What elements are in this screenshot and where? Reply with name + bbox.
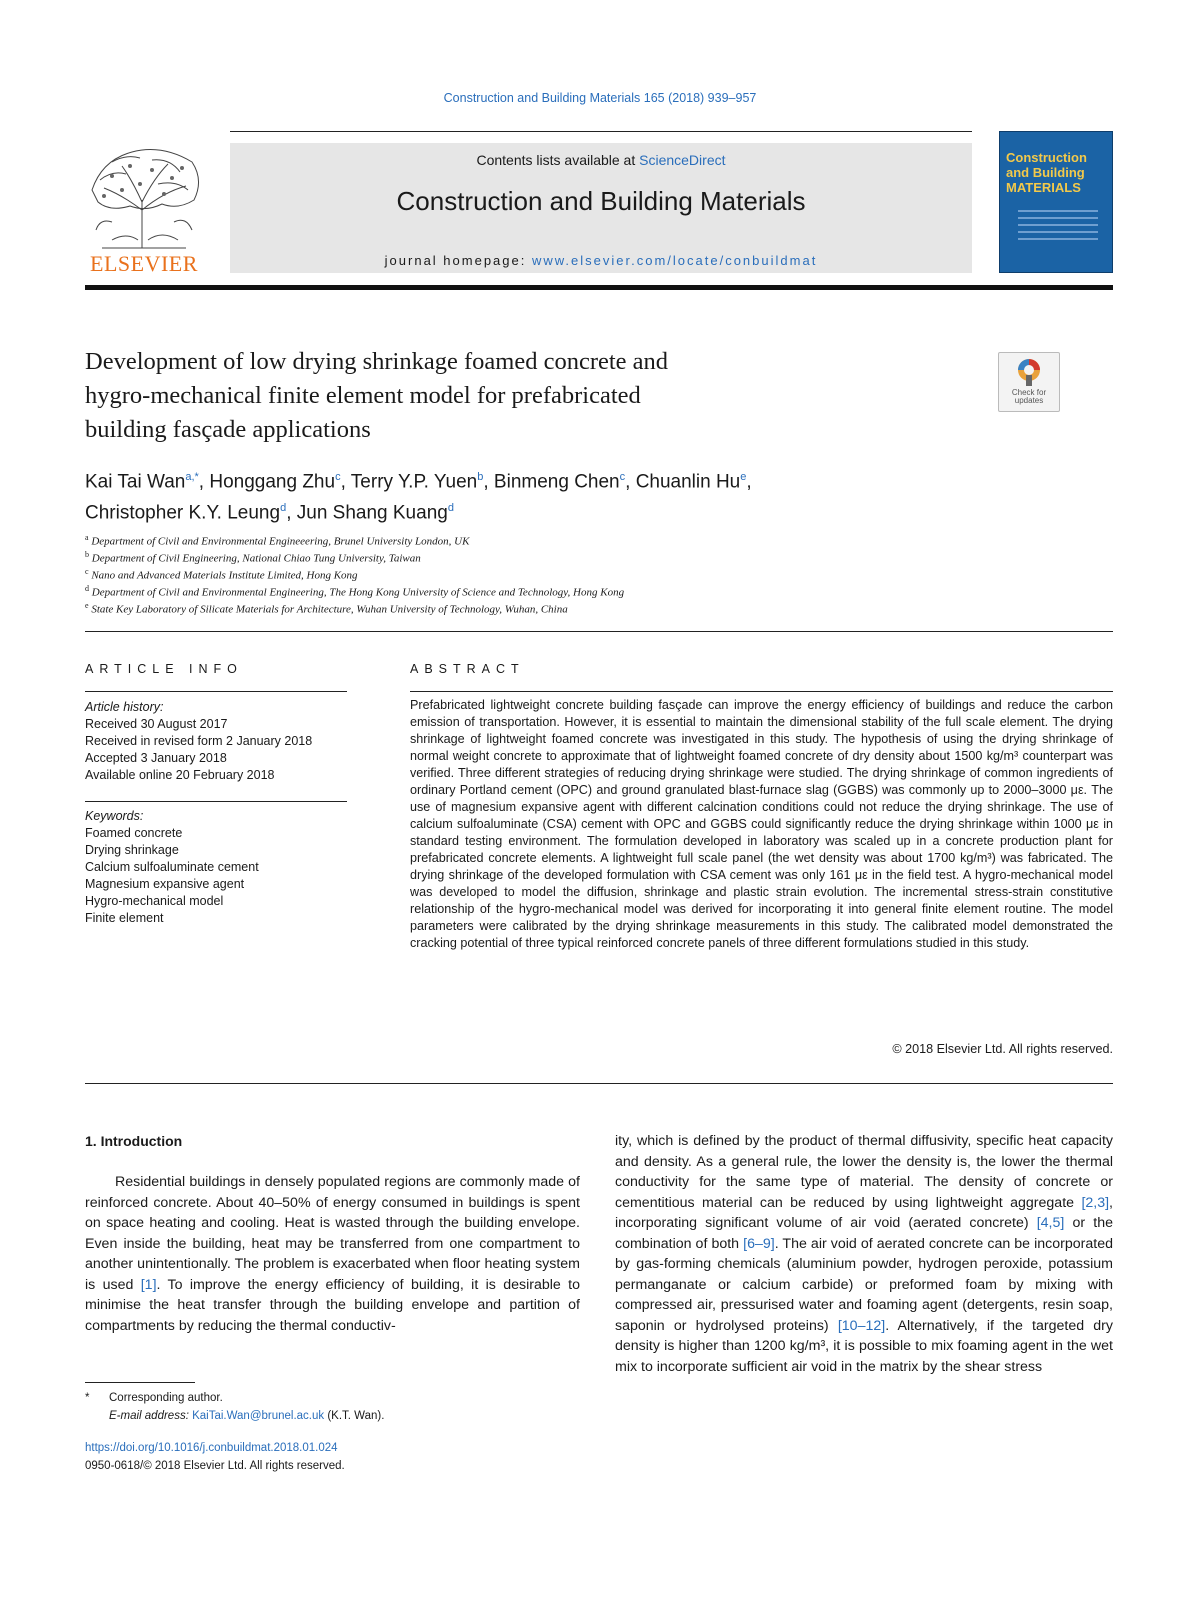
email-note bbox=[109, 1408, 609, 1425]
article-title bbox=[85, 345, 965, 447]
section-heading-introduction: 1. Introduction bbox=[85, 1133, 183, 1149]
affiliation-mark: c bbox=[85, 567, 89, 576]
abstract-rule bbox=[410, 691, 1113, 692]
affiliation-text: Department of Civil and Environmental Engineering, The Hong Kong University of Science and Technology, Hong Kong bbox=[91, 586, 625, 599]
body-text: or the combination of both bbox=[615, 1215, 1113, 1252]
affiliation-mark: b bbox=[85, 550, 89, 559]
homepage-prefix: journal homepage: bbox=[384, 253, 532, 268]
article-info-heading: ARTICLE INFO bbox=[85, 662, 243, 676]
doi-link[interactable]: https://doi.org/10.1016/j.conbuildmat.2018.01.024 bbox=[85, 1442, 338, 1454]
citation-link[interactable]: [10–12] bbox=[837, 1317, 886, 1334]
journal-header-band bbox=[230, 143, 972, 273]
crossmark-icon bbox=[1016, 357, 1042, 387]
author-list bbox=[85, 464, 985, 527]
body-text: Residential buildings in densely populated regions are commonly made of reinforced concrete. About 40–50% of energy consumed in buildings is spent on space heating and cooling. Heat is wasted through the building envelope. Even inside the building, heat may be transferred from one compartment to another unintentionally. The problem is exacerbated when floor heating system is used bbox=[85, 1174, 580, 1293]
email-link[interactable]: KaiTai.Wan@brunel.ac.uk bbox=[192, 1410, 325, 1422]
corresponding-text: Corresponding author. bbox=[109, 1392, 223, 1404]
affiliation-text: Department of Civil and Environmental Engineeering, Brunel University London, UK bbox=[91, 535, 470, 548]
sciencedirect-link[interactable]: ScienceDirect bbox=[639, 152, 726, 168]
citation-link[interactable]: [6–9] bbox=[743, 1235, 775, 1252]
keyword: Magnesium expansive agent bbox=[85, 877, 245, 891]
elsevier-wordmark: ELSEVIER bbox=[90, 251, 198, 276]
article-info-rule bbox=[85, 691, 347, 692]
author-name[interactable]: Binmeng Chen bbox=[493, 471, 620, 493]
author-name[interactable]: Jun Shang Kuang bbox=[296, 502, 448, 524]
footnote-rule bbox=[85, 1382, 195, 1383]
cover-decoration bbox=[1018, 210, 1098, 245]
affiliation-mark: d bbox=[85, 584, 89, 593]
section-rule bbox=[85, 631, 1113, 632]
check-for-updates-button[interactable] bbox=[998, 352, 1060, 412]
footnote-mark: * bbox=[85, 1392, 90, 1404]
body-text: , incorporating significant volume of air void (aerated concrete) bbox=[615, 1194, 1113, 1231]
citation-link[interactable]: [4,5] bbox=[1036, 1215, 1065, 1231]
author-name[interactable]: Kai Tai Wan bbox=[85, 471, 186, 493]
corresponding-author-note bbox=[85, 1390, 585, 1407]
keyword: Finite element bbox=[85, 911, 164, 925]
author-separator: , bbox=[198, 471, 210, 493]
email-suffix: (K.T. Wan). bbox=[324, 1410, 385, 1422]
history-item: Received 30 August 2017 bbox=[85, 717, 228, 731]
author-separator: , bbox=[340, 471, 351, 493]
author-line bbox=[85, 495, 985, 526]
title-line: Development of low drying shrinkage foamed concrete and bbox=[85, 348, 669, 375]
author-separator: , bbox=[286, 502, 297, 524]
journal-reference-link[interactable]: Construction and Building Materials 165 (2018) 939–957 bbox=[443, 91, 757, 105]
introduction-paragraph-right bbox=[615, 1131, 1113, 1377]
crossmark-label: Check for updates bbox=[1011, 388, 1047, 405]
author-affiliation-mark[interactable]: b bbox=[477, 471, 484, 483]
email-label: E-mail address: bbox=[109, 1410, 193, 1422]
elsevier-logo[interactable] bbox=[82, 140, 206, 280]
citation-link[interactable]: [1] bbox=[140, 1276, 157, 1293]
history-item: Accepted 3 January 2018 bbox=[85, 751, 227, 765]
keywords-label: Keywords: bbox=[85, 809, 144, 823]
article-history-label: Article history: bbox=[85, 700, 164, 714]
affiliation-text: State Key Laboratory of Silicate Materials for Architecture, Wuhan University of Technology, Wuhan, China bbox=[91, 603, 568, 616]
title-line: building fasçade applications bbox=[85, 416, 371, 443]
contents-prefix: Contents lists available at bbox=[476, 152, 640, 168]
header-top-rule bbox=[230, 131, 972, 132]
affiliation-text: Nano and Advanced Materials Institute Limited, Hong Kong bbox=[91, 569, 358, 582]
affiliation-mark: e bbox=[85, 601, 89, 610]
author-affiliation-mark[interactable]: e bbox=[740, 471, 747, 483]
journal-homepage bbox=[230, 253, 972, 268]
author-affiliation-mark[interactable]: a,* bbox=[185, 471, 199, 483]
author-separator: , bbox=[625, 471, 636, 493]
abstract-text: Prefabricated lightweight concrete building fasçade can improve the energy efficiency of buildings and reduce the carbon emission of transportation. However, it is essential to maintain the dimensional stability of the full scale element. The drying shrinkage of lightweight foamed concrete was investigated in this study. The hypothesis of using the drying shrinkage of normal weight concrete to approximate that of lightweight foamed concrete of dry density about 1500 kg/m³ counterpart was verified. Three different strategies of reducing drying shrinkage were studied. The drying shrinkage of common ingredients of ordinary Portland cement (OPC) and ground granulated blast-furnace slag (GGBS) was commonly up to 2000–3000 με. The use of magnesium expansive agent with different calcination conditions could not reduce the drying shrinkage. The use of calcium sulfoaluminate (CSA) cement with OPC and GGBS could significantly reduce the drying shrinkage within 1000 με in standard testing environment. The formulation developed in laboratory was scaled up in a concrete production plant for prefabricated concrete elements. A lightweight full scale panel (the wet density was about 1700 kg/m³) was fabricated. The drying shrinkage of the developed formulation with CSA cement was only 161 με in the field test. A hygro-mechanical model was developed to model the diffusion, shrinkage and plastic strain evolution. The incremental stress-strain constitutive relationship of the hygro-mechanical model was derived for incorporating it into general finite element routine. The model parameters were calibrated by the drying shrinkage measurements in this study. The calibrated model demonstrated the cracking potential of three typical reinforced concrete panels of three different formulations studied in this study. bbox=[410, 698, 1113, 950]
abstract-copyright: © 2018 Elsevier Ltd. All rights reserved. bbox=[892, 1042, 1113, 1056]
keyword: Hygro-mechanical model bbox=[85, 894, 224, 908]
abstract-heading: ABSTRACT bbox=[410, 662, 525, 676]
author-affiliation-mark[interactable]: d bbox=[447, 502, 454, 515]
body-text: ity, which is defined by the product of thermal diffusivity, specific heat capacity and density. As a general rule, the lower the density is, the lower the thermal conductivity for the same type of material. The density of concrete or cementitious material can be reduced by using lightweight aggregate bbox=[615, 1133, 1113, 1211]
affiliation-text: Department of Civil Engineering, National Chiao Tung University, Taiwan bbox=[91, 552, 421, 565]
author-affiliation-mark[interactable]: d bbox=[280, 502, 287, 515]
author-affiliation-mark[interactable]: c bbox=[619, 471, 626, 483]
author-name[interactable]: Honggang Zhu bbox=[209, 471, 336, 493]
contents-line bbox=[230, 152, 972, 168]
body-text: . The air void of aerated concrete can be incorporated by gas-forming chemicals (aluminium powder, hydrogen peroxide, potassium permanganate or calcium carbide) or preformed foam by mixing with compressed air, pressurised water and foaming agent (detergents, resin soap, saponin or hydrolysed proteins) bbox=[615, 1235, 1113, 1334]
affiliation bbox=[85, 598, 985, 618]
cover-title: Construction and Building MATERIALS bbox=[1006, 150, 1087, 195]
keyword: Foamed concrete bbox=[85, 826, 183, 840]
citation-link[interactable]: [2,3] bbox=[1081, 1194, 1110, 1211]
author-separator: , bbox=[483, 471, 494, 493]
section-rule bbox=[85, 1083, 1113, 1084]
keywords-rule bbox=[85, 801, 347, 802]
author-affiliation-mark[interactable]: c bbox=[335, 471, 341, 483]
history-item: Received in revised form 2 January 2018 bbox=[85, 734, 313, 748]
author-name[interactable]: Chuanlin Hu bbox=[635, 471, 741, 493]
author-name[interactable]: Christopher K.Y. Leung bbox=[85, 502, 281, 524]
author-line bbox=[85, 464, 985, 495]
affiliation-mark: a bbox=[85, 533, 89, 542]
journal-title: Construction and Building Materials bbox=[396, 186, 806, 216]
elsevier-tree-icon bbox=[82, 140, 206, 250]
author-separator: , bbox=[746, 471, 752, 493]
issn-line: 0950-0618/© 2018 Elsevier Ltd. All rights reserved. bbox=[85, 1460, 345, 1472]
keyword: Drying shrinkage bbox=[85, 843, 179, 857]
keyword: Calcium sulfoaluminate cement bbox=[85, 860, 259, 874]
body-text: . To improve the energy efficiency of building, it is desirable to minimise the heat transfer through the building envelope and partition of compartments by reducing the thermal conductiv- bbox=[85, 1276, 580, 1334]
homepage-link[interactable]: www.elsevier.com/locate/conbuildmat bbox=[531, 253, 818, 268]
title-line: hygro-mechanical finite element model for prefabricated bbox=[85, 382, 641, 409]
introduction-paragraph-left bbox=[85, 1172, 580, 1336]
body-text: . Alternatively, if the targeted dry density is higher than 1200 kg/m³, it is possible to mix foaming agent in the wet mix to incorporate sufficient air void in the matrix by the shear stress bbox=[615, 1317, 1113, 1375]
history-item: Available online 20 February 2018 bbox=[85, 768, 275, 782]
journal-cover-thumbnail[interactable] bbox=[999, 131, 1113, 273]
author-name[interactable]: Terry Y.P. Yuen bbox=[350, 471, 478, 493]
header-thick-rule bbox=[85, 285, 1113, 290]
